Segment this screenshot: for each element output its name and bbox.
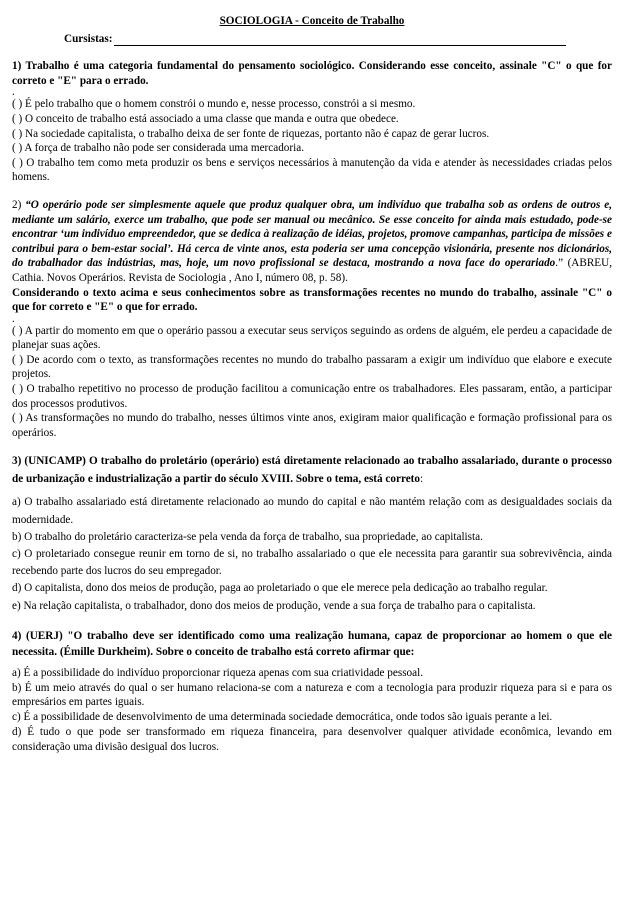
question-4-option: a) É a possibilidade do indivíduo proporcionar riqueza apenas com sua criatividade pessoal.	[12, 666, 424, 679]
question-2-dot: .	[12, 312, 15, 325]
page-title: SOCIOLOGIA - Conceito de Trabalho	[219, 15, 405, 27]
cursistas-blank-line	[114, 34, 566, 46]
question-2	[12, 198, 612, 441]
question-1-item: ( ) Na sociedade capitalista, o trabalho deixa de ser fonte de riquezas, portanto não é capaz de gerar lucros.	[12, 127, 490, 140]
question-2-quote: “O operário pode ser simplesmente aquele que produz qualquer obra, um indivíduo que trabalha sob as ordens de outros e, mediante um salário, exerce um trabalho, que pode ser manual ou mecânico. Se esse conceito for ainda mais estudado, pode-se encontrar ‘um indivíduo empreendedor, que se dedica à realização de idéias, projetos, promove campanhas, participa de missões e contribui para o bem-estar social’. Há cerca de vinte anos, esta poderia ser uma concepção visionária, presente nos dicionários, do trabalhador das indústrias, mas, hoje, um novo profissional se destaca, mostrando a nova face do operariado	[12, 198, 612, 270]
question-3-prompt: 3) (UNICAMP) O trabalho do proletário (operário) está diretamente relacionado ao trabalho assalariado, durante o processo de urbanização e industrialização a partir do século XVIII. Sobre o tema, está correto	[12, 455, 612, 485]
question-4-option: d) É tudo o que pode ser transformado em riqueza financeira, para desenvolver qualquer atividade econômica, levando em consideração uma divisão desigual dos lucros.	[12, 726, 612, 753]
question-3-option: e) Na relação capitalista, o trabalhador, dono dos meios de produção, vende a sua força de trabalho para o capitalista.	[12, 599, 536, 612]
question-1-item: ( ) O trabalho tem como meta produzir os bens e serviços necessários à manutenção da vida e atender às necessidades criadas pelos homens.	[12, 156, 612, 184]
question-3	[12, 453, 612, 614]
question-4	[12, 628, 612, 755]
question-4-option: b) É um meio através do qual o ser humano relaciona-se com a natureza e com a tecnologia para produzir riqueza para si e para os empresários em partes iguais.	[12, 681, 612, 709]
question-2-number: 2)	[12, 198, 26, 211]
question-3-option: b) O trabalho do proletário caracteriza-se pela venda da força de trabalho, sua propriedade, ao capitalista.	[12, 530, 483, 543]
question-4-prompt: 4) (UERJ) "O trabalho deve ser identificado como uma realização humana, capaz de proporcionar ao homem o que ele necessita. (Émille Durkheim). Sobre o conceito de trabalho está correto afirmar que:	[12, 629, 612, 658]
question-3-option: c) O proletariado consegue reunir em torno de si, no trabalho assalariado o que ele necessita para garantir sua sobrevivência, ainda recebendo parte dos lucros do seu empregador.	[12, 548, 612, 578]
cursistas-label: Cursistas:	[64, 32, 113, 45]
question-2-prompt: Considerando o texto acima e seus conhecimentos sobre as transformações recentes no mundo do trabalho, assinale "C" o que for correto e "E" o que for errado.	[12, 286, 612, 314]
question-1-item: ( ) A força de trabalho não pode ser considerada uma mercadoria.	[12, 142, 304, 155]
question-2-item: ( ) A partir do momento em que o operário passou a executar seus serviços seguindo as ordens de alguém, ele perdeu a capacidade de planejar suas ações.	[12, 324, 612, 352]
question-1-prompt: 1) Trabalho é uma categoria fundamental do pensamento sociológico. Considerando esse conceito, assinale "C" o que for correto e "E" para o errado.	[12, 60, 612, 87]
question-3-option: a) O trabalho assalariado está diretamente relacionado ao mundo do capital e não mantém relação com as desigualdades sociais da modernidade.	[12, 496, 612, 526]
question-2-citation: .” (ABREU, Cathia. Novos Operários. Revista de Sociologia , Ano I, número 08, p. 58).	[12, 257, 613, 284]
question-3-prompt-tail: :	[420, 472, 424, 485]
question-2-item: ( ) De acordo com o texto, as transformações recentes no mundo do trabalho passaram a exigir um indivíduo que elabore e execute projetos.	[12, 353, 612, 381]
question-2-text	[12, 198, 612, 286]
question-2-item: ( ) O trabalho repetitivo no processo de produção facilitou a comunicação entre os trabalhadores. Eles passaram, então, a participar dos processos produtivos.	[12, 383, 612, 410]
question-3-prompt-block	[12, 453, 612, 488]
cursistas-field	[64, 32, 612, 47]
question-4-option: c) É a possibilidade de desenvolvimento de uma determinada sociedade democrática, onde todos são iguais perante a lei.	[12, 711, 553, 724]
question-1	[12, 59, 612, 185]
question-2-item: ( ) As transformações no mundo do trabalho, nesses últimos vinte anos, exigiram maior qualificação e formação profissional para os operários.	[12, 412, 612, 439]
question-1-item: ( ) O conceito de trabalho está associado a uma classe que manda e outra que obedece.	[12, 112, 399, 125]
worksheet-page	[12, 0, 612, 755]
question-3-option: d) O capitalista, dono dos meios de produção, paga ao proletariado o que ele merece pela dedicação ao trabalho regular.	[12, 582, 548, 595]
question-1-dot: .	[12, 86, 15, 99]
question-1-item: ( ) É pelo trabalho que o homem constrói o mundo e, nesse processo, constrói a si mesmo.	[12, 98, 416, 111]
